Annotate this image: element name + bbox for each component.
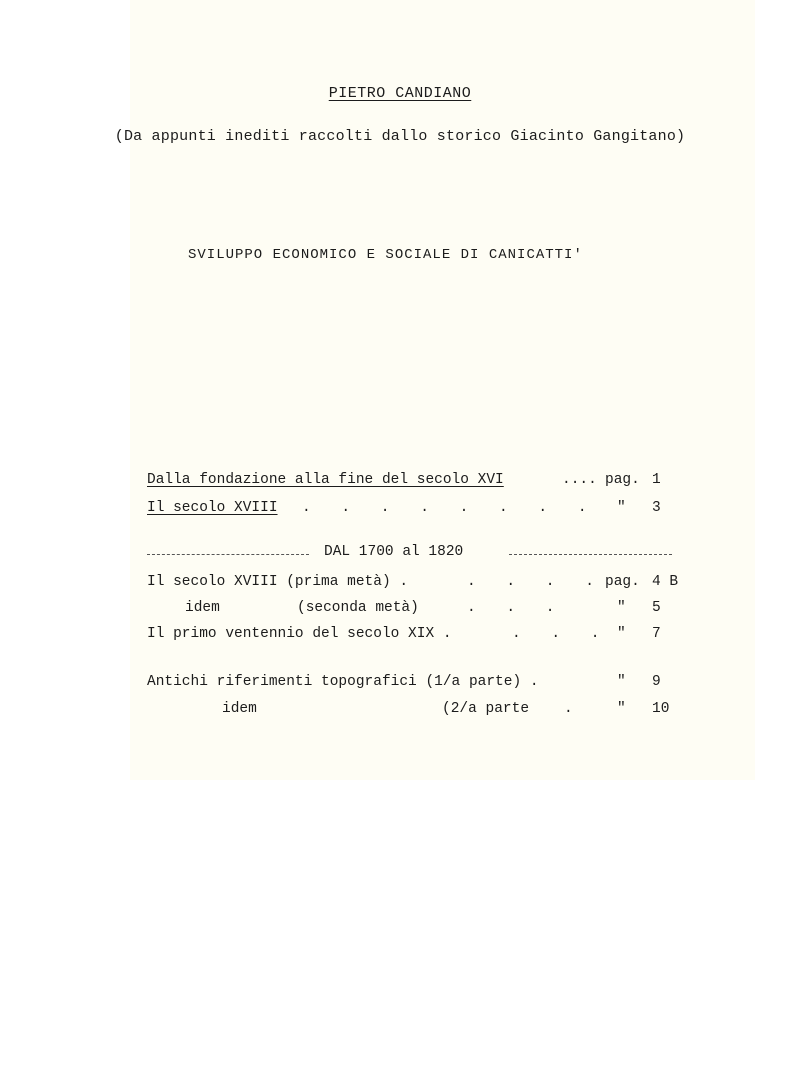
toc-entry-label-detail: (2/a parte <box>442 701 530 717</box>
toc-entry-leader: . . . <box>512 626 600 642</box>
toc-entry-page-number: 3 <box>652 500 661 516</box>
toc-entry-pag: " <box>617 626 626 642</box>
toc-entry-leader: . . . <box>467 600 555 616</box>
toc-entry-label: Il secolo XVIII <box>147 500 278 516</box>
toc-entry-leader: .... <box>562 472 597 488</box>
section-divider <box>147 544 677 564</box>
toc-entry <box>147 500 677 520</box>
toc-entry-page-number: 1 <box>652 472 661 488</box>
toc-entry-label: idem <box>185 600 220 616</box>
toc-entry-page-number: 10 <box>652 701 670 717</box>
toc-entry-leader: . . . . <box>467 574 594 590</box>
toc-entry-leader: . <box>564 701 573 717</box>
toc-entry <box>147 574 677 594</box>
toc-entry <box>147 600 677 620</box>
toc-entry <box>147 472 677 492</box>
toc-entry-page-number: 4 B <box>652 574 679 590</box>
toc-entry <box>147 701 677 721</box>
section-divider-label: DAL 1700 al 1820 <box>324 544 464 560</box>
toc-entry-page-number: 7 <box>652 626 661 642</box>
toc-entry-label: Dalla fondazione alla fine del secolo XVI <box>147 472 504 488</box>
toc-entry-label: Antichi riferimenti topografici (1/a parte) . <box>147 674 539 690</box>
source-note: (Da appunti inediti raccolti dallo storico Giacinto Gangitano) <box>114 128 686 145</box>
toc-entry <box>147 626 677 646</box>
typed-sheet <box>130 0 755 780</box>
toc-entry-pag: pag. <box>605 574 640 590</box>
toc-entry-label: Il secolo XVIII (prima metà) . <box>147 574 409 590</box>
toc-entry-leader: . . . . . . . . <box>302 500 587 516</box>
divider-line-left <box>147 554 309 555</box>
toc-entry-label: Il primo ventennio del secolo XIX . <box>147 626 452 642</box>
toc-entry-pag: " <box>617 701 626 717</box>
toc-entry-pag: " <box>617 500 626 516</box>
document-title: SVILUPPO ECONOMICO E SOCIALE DI CANICATTI' <box>188 247 583 263</box>
toc-entry-pag: " <box>617 600 626 616</box>
author-name: PIETRO CANDIANO <box>328 85 472 102</box>
toc-entry <box>147 674 677 694</box>
toc-entry-pag: " <box>617 674 626 690</box>
toc-entry-label-detail: (seconda metà) <box>297 600 419 616</box>
toc-entry-page-number: 9 <box>652 674 661 690</box>
toc-entry-label: idem <box>222 701 257 717</box>
toc-entry-page-number: 5 <box>652 600 661 616</box>
toc-entry-pag: pag. <box>605 472 640 488</box>
divider-line-right <box>509 554 672 555</box>
